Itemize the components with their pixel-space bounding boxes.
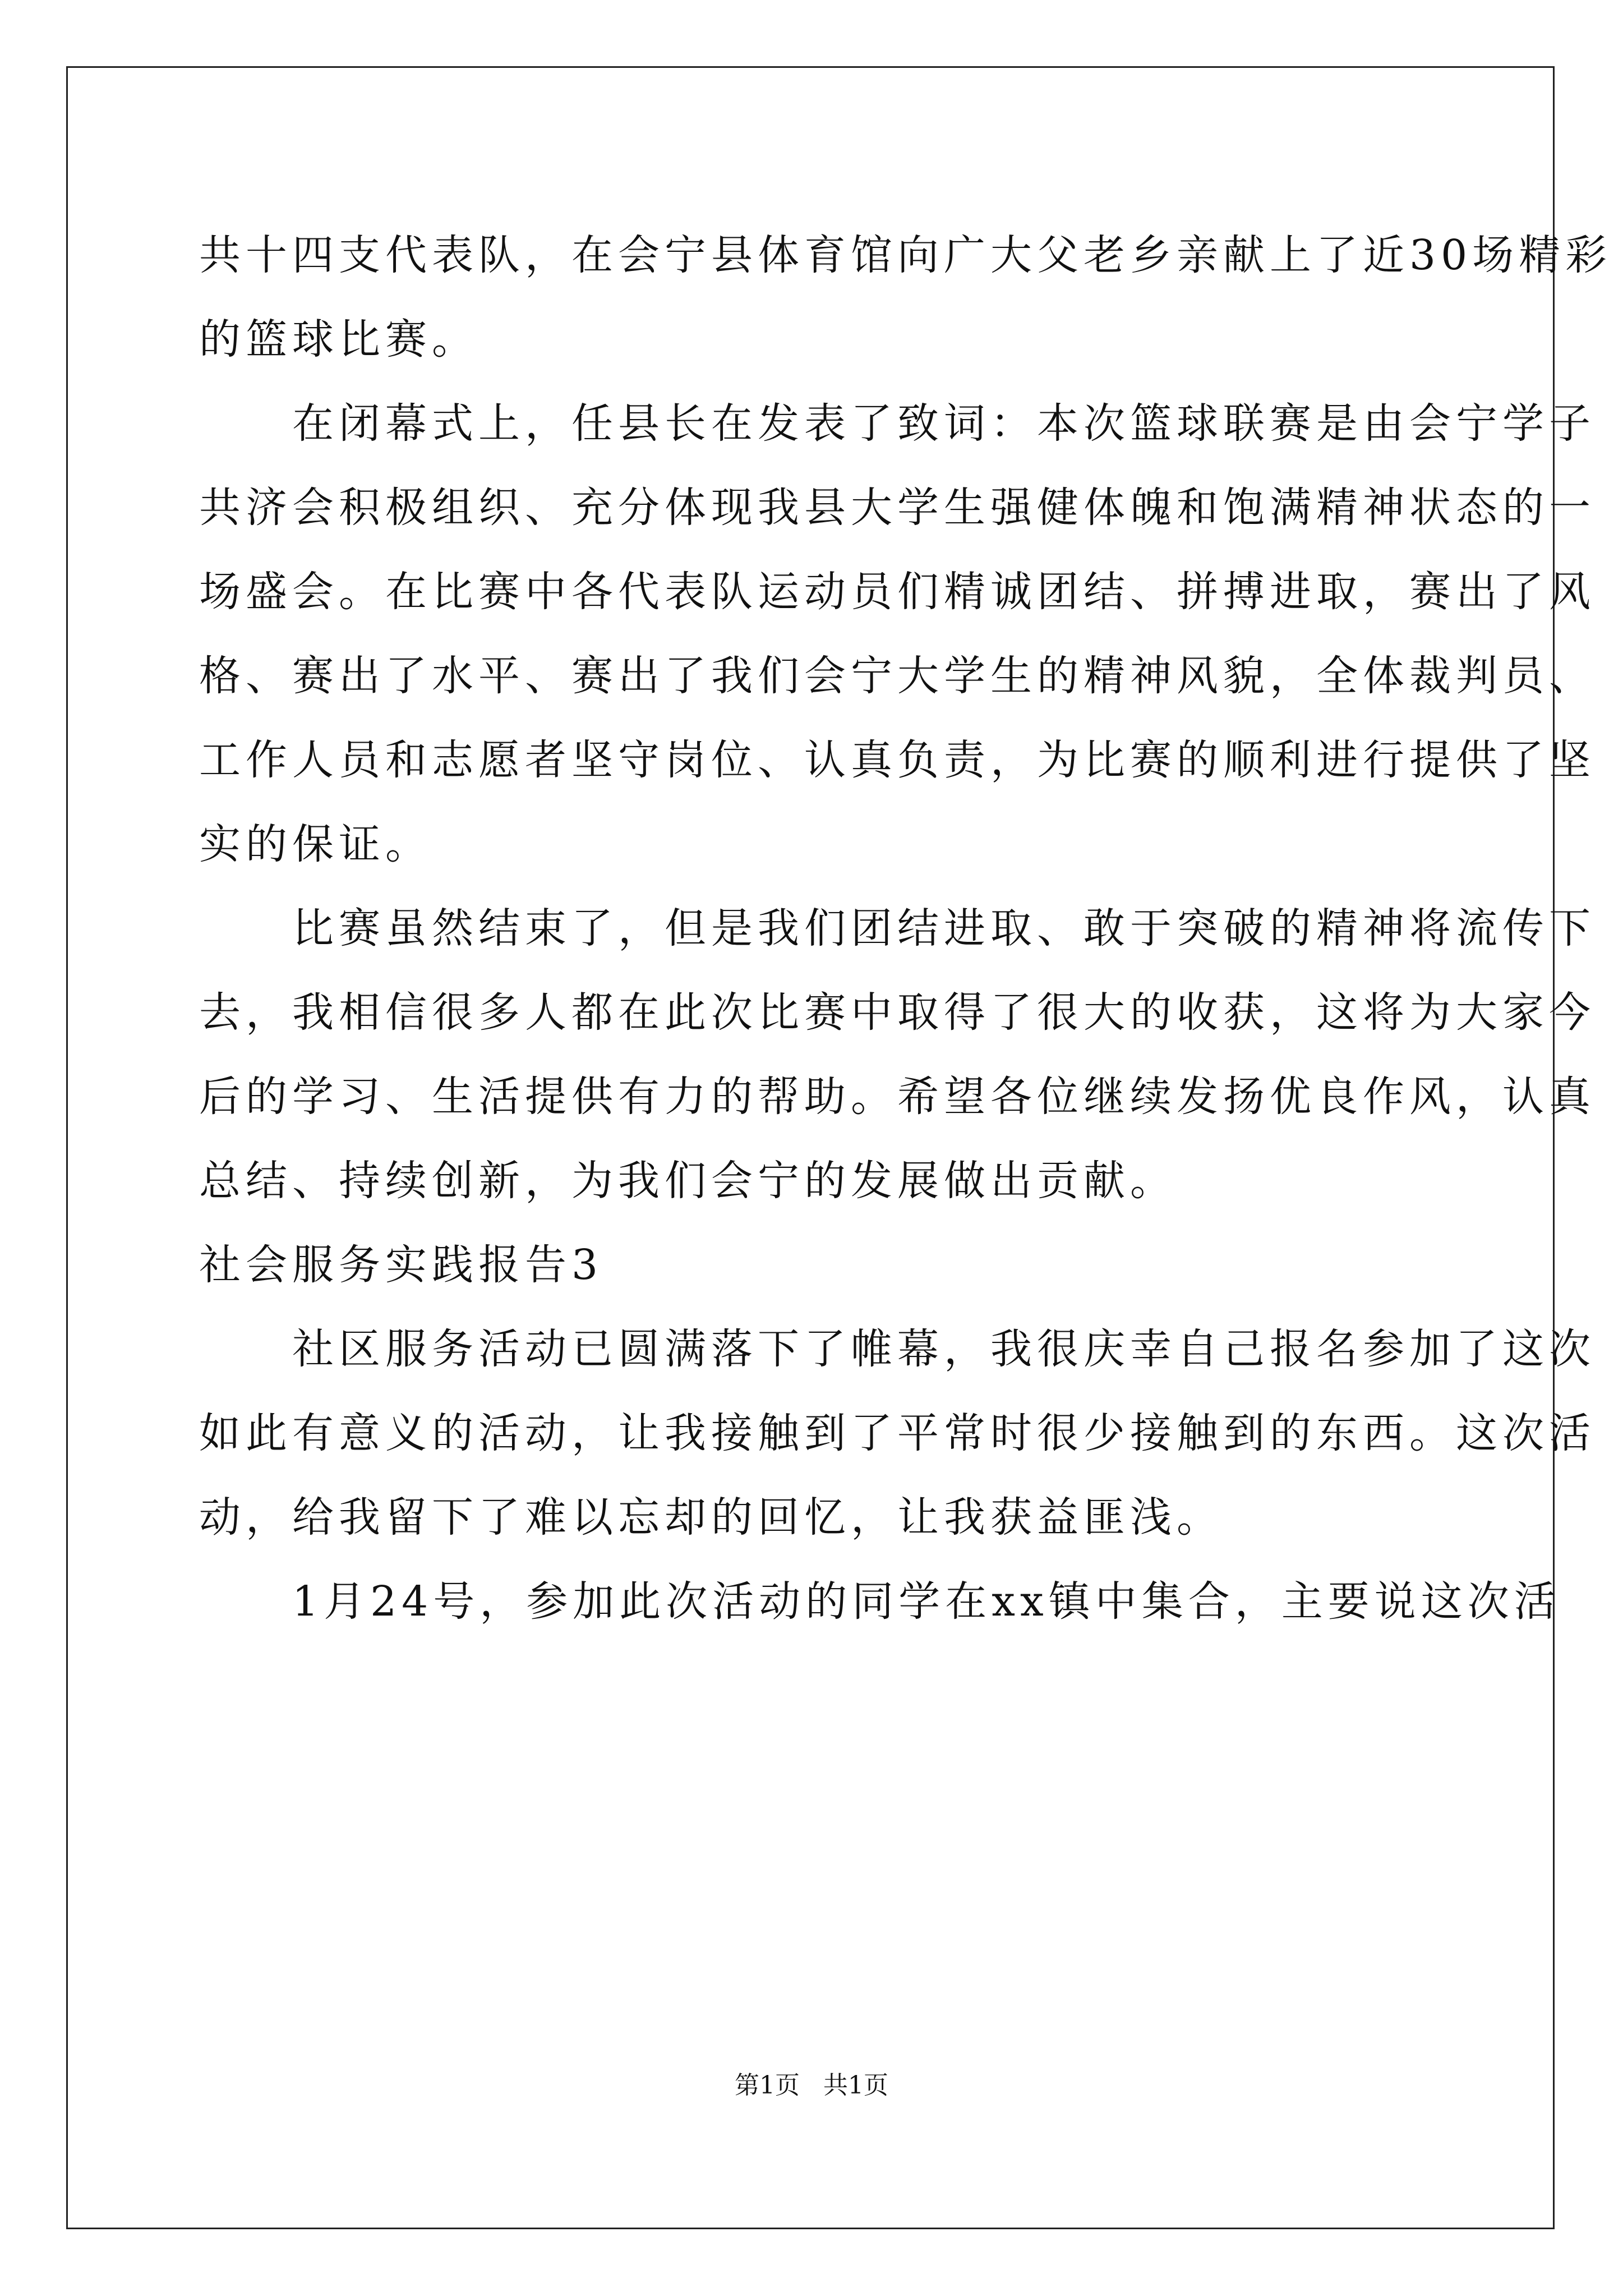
page-number-footer: 第1页 共1页 [735,2071,888,2100]
text-line: 共济会积极组织、充分体现我县大学生强健体魄和饱满精神状态的一 [199,484,1596,532]
text-line: 比赛虽然结束了，但是我们团结进取、敢于突破的精神将流传下 [199,904,1596,953]
text-line: 社区服务活动已圆满落下了帷幕，我很庆幸自己报名参加了这次 [199,1325,1596,1373]
document-body [199,213,1612,1644]
section-heading: 社会服务实践报告3 [199,1241,603,1289]
text-line: 如此有意义的活动，让我接触到了平常时很少接触到的东西。这次活 [199,1409,1596,1457]
text-line: 1月24号，参加此次活动的同学在xx镇中集合，主要说这次活 [199,1577,1561,1626]
text-line: 场盛会。在比赛中各代表队运动员们精诚团结、拼搏进取，赛出了风 [199,568,1596,616]
text-line: 动，给我留下了难以忘却的回忆，让我获益匪浅。 [199,1493,1223,1542]
text-line: 实的保证。 [199,820,432,868]
text-line: 的篮球比赛。 [199,315,478,364]
text-line: 总结、持续创新，为我们会宁的发展做出贡献。 [199,1157,1177,1205]
text-line: 在闭幕式上，任县长在发表了致词：本次篮球联赛是由会宁学子 [199,399,1596,448]
text-line: 共十四支代表队，在会宁县体育馆向广大父老乡亲献上了近30场精彩 [199,231,1612,279]
text-line: 格、赛出了水平、赛出了我们会宁大学生的精神风貌，全体裁判员、 [199,652,1596,700]
text-line: 后的学习、生活提供有力的帮助。希望各位继续发扬优良作风，认真 [199,1073,1596,1121]
text-line: 工作人员和志愿者坚守岗位、认真负责，为比赛的顺利进行提供了坚 [199,736,1596,784]
text-line: 去，我相信很多人都在此次比赛中取得了很大的收获，这将为大家今 [199,988,1596,1037]
